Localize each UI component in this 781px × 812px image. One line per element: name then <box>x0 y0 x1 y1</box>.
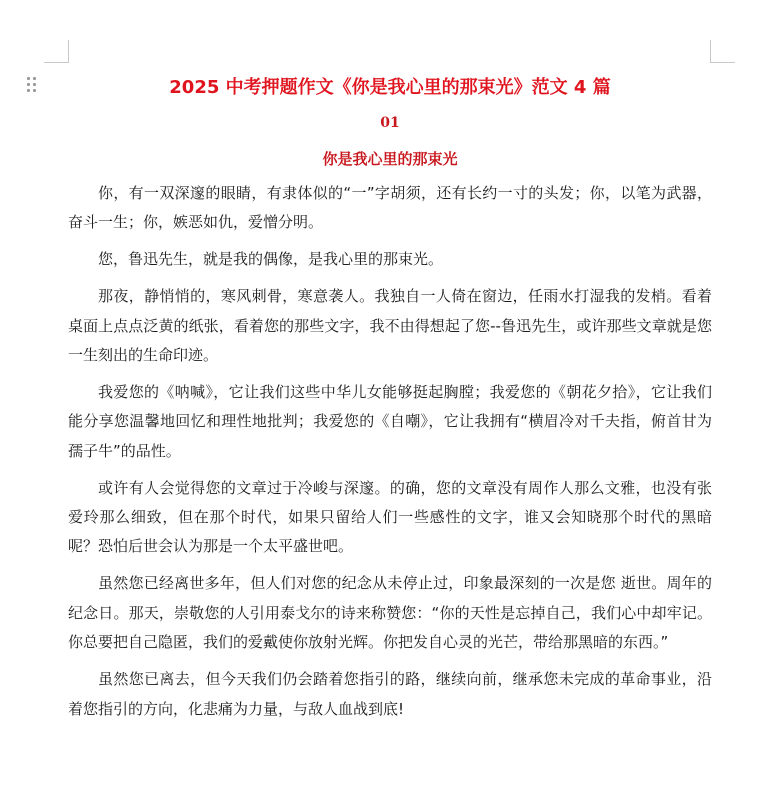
essay-text <box>68 179 712 731</box>
paragraph: 你，有一双深邃的眼睛，有隶体似的“一”字胡须，还有长约一寸的头发；你，以笔为武器，奋斗一生；你，嫉恶如仇，爱憎分明。 <box>68 184 712 232</box>
crop-mark-top-left <box>44 40 69 63</box>
drag-handle-icon[interactable] <box>27 77 37 93</box>
section-title: 你是我心里的那束光 <box>322 150 458 168</box>
crop-mark-top-right <box>710 40 735 63</box>
paragraph: 或许有人会觉得您的文章过于冷峻与深邃。的确，您的文章没有周作人那么文雅，也没有张爱玲那么细致，但在那个时代，如果只留给人们一些感性的文字，谁又会知晓那个时代的黑暗呢？恐怕后世会认为那是一个太平盛世吧。 <box>68 478 712 556</box>
document-body <box>68 70 712 718</box>
paragraph: 虽然您已离去，但今天我们仍会踏着您指引的路，继续向前，继承您未完成的革命事业，沿着您指引的方向，化悲痛为力量，与敌人血战到底! <box>68 670 712 718</box>
document-title: 2025 中考押题作文《你是我心里的那束光》范文 4 篇 <box>169 77 611 98</box>
paragraph: 那夜，静悄悄的，寒风刺骨，寒意袭人。我独自一人倚在窗边，任雨水打湿我的发梢。看着桌面上点点泛黄的纸张，看着您的那些文字，我不由得想起了您--鲁迅先生，或许那些文章就是您一生刻出的生命印迹。 <box>68 287 712 365</box>
paragraph: 我爱您的《呐喊》，它让我们这些中华儿女能够挺起胸膛；我爱您的《朝花夕拾》，它让我们能分享您温馨地回忆和理性地批判；我爱您的《自嘲》，它让我拥有“横眉冷对千夫指，俯首甘为孺子牛”的品性。 <box>68 382 712 460</box>
section-number: 01 <box>380 115 400 131</box>
paragraph: 您，鲁迅先生，就是我的偶像，是我心里的那束光。 <box>98 250 444 269</box>
paragraph: 虽然您已经离世多年，但人们对您的纪念从未停止过，印象最深刻的一次是您 逝世。周年的纪念日。那天，崇敬您的人引用泰戈尔的诗来称赞您：“你的天性是忘掉自己，我们心中却牢记。你总要把自己隐匿，我们的爱戴使你放射光辉。你把发自心灵的光芒，带给那黑暗的东西。” <box>68 574 712 652</box>
